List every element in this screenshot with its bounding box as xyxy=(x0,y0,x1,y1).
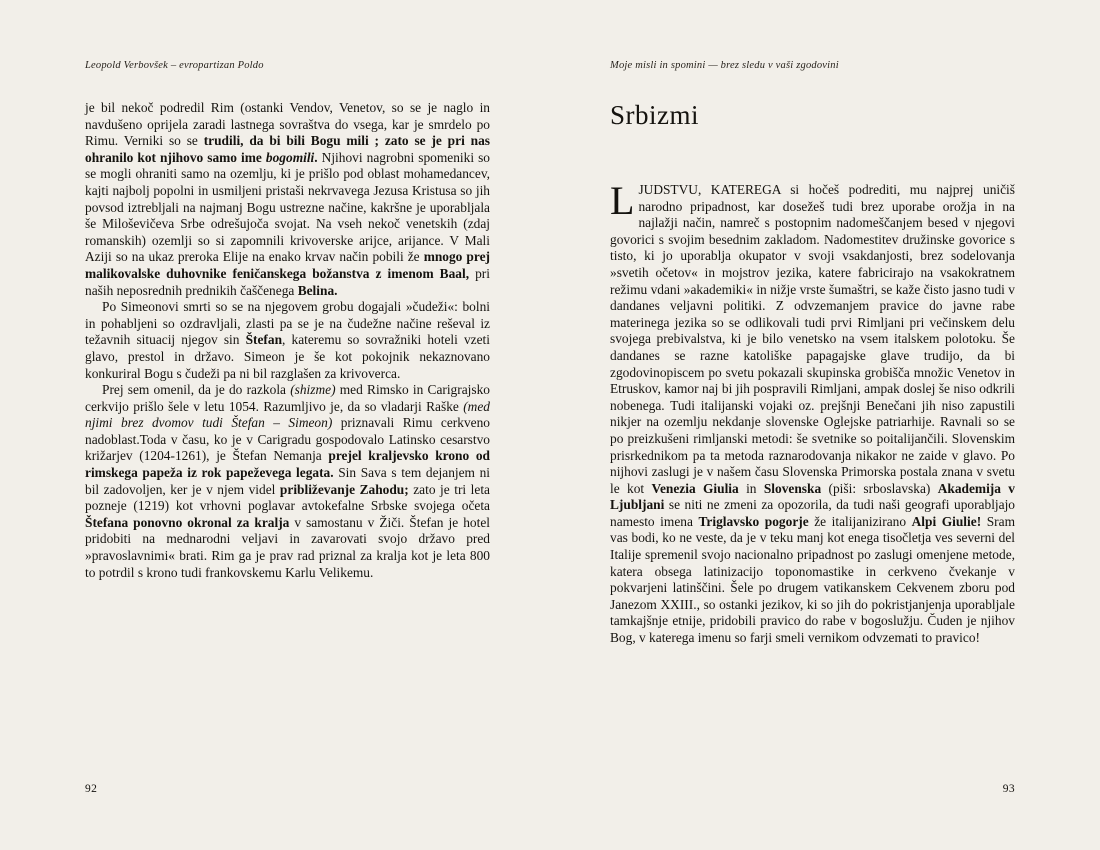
paragraph xyxy=(85,100,490,299)
text-run: , kateremu so sovražniki hoteli vzeti glavo, prestol in državo. Simeon je še kot pokojnik nekaznovano konkuriral Bogu s čudeži pa ni bil razglašen za krivoverca. xyxy=(85,332,490,381)
text-run: Po Simeonovi smrti so se na njegovem grobu dogajali »čudeži«: bolni in pohabljeni so ozdravljali, zlasti pa se je na čudežne načine reševal iz težavnih situacij njegov sin xyxy=(85,299,490,348)
text-run: Sram vas bodi, ko ne veste, da je v teku manj kot enega tisočletja ves severni del Italije spremenil svojo nacionalno pripadnost po zaslugi omenjene metode, katera obsega latinizacijo toponomastike in cerkveno čvekanje v pokvarjeni latinščini. Šele po drugem vatikanskem Cekvenem zboru pod Janezom XXIII., so ostanki jezikov, ki so jih do pokristjanjenja uporabljale tamkajšnje etnije, pridobili pravico do rabe v bogoslužju. Čuden je njihov Bog, v katerega imenu so farji smeli vernikom odvzemati to pravico! xyxy=(610,513,1015,646)
text-run: Akademija v Ljubljani xyxy=(610,480,1016,513)
text-run: Venezia Giulia xyxy=(651,480,739,496)
right-running-head: Moje misli in spomini — brez sledu v vaši zgodovini xyxy=(610,60,839,71)
left-page-number: 92 xyxy=(85,783,98,795)
paragraph xyxy=(85,299,490,382)
left-running-head: Leopold Verbovšek – evropartizan Poldo xyxy=(85,60,264,71)
text-run: že italijanizirano xyxy=(808,513,912,529)
text-run: približevanje Zahodu; xyxy=(279,481,409,497)
right-body-column xyxy=(610,178,1016,647)
text-run: je bil nekoč podredil Rim (ostanki Vendov, Venetov, so se je naglo in navdušeno oprijela zaradi lastnega sovraštva do vsega, kar je smrdelo po Rimu. Verniki so se xyxy=(85,100,490,149)
drop-cap: L xyxy=(610,178,635,223)
text-run: . xyxy=(314,149,318,165)
chapter-title: Srbizmi xyxy=(610,100,699,130)
left-body-column xyxy=(85,100,490,581)
text-run: Njihovi nagrobni spomeniki so se mogli ohraniti samo na ozemlju, ki je prišlo pod oblast mohamedancev, kajti najbolj popolni in usmiljeni pristaši nekrvavega Jezusa Kristusa so jih povsod iztrebljali na najmanj Bogu ustrezne načine, kakršne je uporabljala še Miloševičeva Srbe odrešujoča svojat. Na vseh nekoč venetskih (zdaj romanskih) ozemlji so si zapomnili krivoverske arijce, arijance. V Mali Aziji so na ukaz preroka Elije na enako krvav način pobili že xyxy=(85,149,490,265)
text-run: bogomili xyxy=(265,149,315,165)
text-run: Belina. xyxy=(297,282,338,298)
paragraph xyxy=(85,382,490,581)
right-page xyxy=(550,0,1100,850)
text-run: trudili, da bi bili Bogu mili ; zato se je pri nas ohranilo kot njihovo samo ime xyxy=(85,133,490,165)
text-run: zato je tri leta pozneje (1219) kot vrhovni poglavar avtokefalne Srbske svojega očeta xyxy=(85,481,490,514)
right-page-number: 93 xyxy=(1002,783,1015,795)
text-run: Sin Sava s tem dejanjem ni bil zadovoljen, ker je v njem videl xyxy=(85,465,491,497)
text-run: mnogo prej malikovalske duhovnike feničanskega božanstva z imenom Baal, xyxy=(85,249,490,281)
text-run: (shizme) xyxy=(290,382,336,398)
text-run: Alpi Giulie! xyxy=(911,513,982,529)
text-run: med Rimsko in Carigrajsko cerkvijo prišlo šele v letu 1054. Razumljivo je, da so vladarji Raške xyxy=(85,382,490,414)
text-run: Slovenska xyxy=(763,480,822,496)
text-run: priznavali Rimu cerkveno nadoblast.Toda v času, ko je v Carigradu gospodovalo Latinsko cesarstvo križarjev (1204-1261), je Štefan Nemanja xyxy=(85,415,490,464)
text-run: pri naših neposrednih prednikih čaščenega xyxy=(85,265,490,298)
text-run: (med njimi brez dvomov tudi Štefan – Simeon) xyxy=(85,398,490,431)
text-run: v samostanu v Žiči. Štefan je hotel pridobiti na mednarodni veljavi in zavarovati svojo državo pred »pravoslavnimi« brati. Rim ga je prav rad priznal za kralja kot je leta 800 to potrdil s krono tudi frankovskemu Karlu Velikemu. xyxy=(85,514,490,580)
text-run: (piši: srboslavska) xyxy=(821,480,938,496)
text-run: in xyxy=(738,480,764,496)
text-run: se niti ne zmeni za opozorila, da tudi naši geografi uporabljajo namesto imena xyxy=(610,497,1015,529)
text-run: Prej sem omenil, da je do razkola xyxy=(102,382,291,398)
paragraph xyxy=(610,178,1016,647)
text-run: prejel kraljevsko krono od rimskega papeža iz rok papeževega legata. xyxy=(85,448,491,481)
text-run: Štefan xyxy=(245,332,283,348)
text-run: Štefana ponovno okronal za kralja xyxy=(85,514,290,530)
text-run: Triglavsko pogorje xyxy=(698,513,809,529)
text-run: JUDSTVU, KATEREGA si hočeš podrediti, mu najprej uničiš narodno pripadnost, kar dosežeš tudi brez uporabe orožja in na najlažji način, namreč s postopnim nadomeščanjem besed v njegovi govorici s svojim besednim zakladom. Nadomestitev družinske govorice s tisto, ki jo uporablja okupator v svoji vsakdanjosti, brez sodelovanja »svetih očetov« in mojstrov jezika, katere fabricirajo na vsakokratnem režimu vdani »akademiki« in nižje vrste šumaštri, se kaže čisto jasno tudi v dandanes veljavni politiki. Z odvzemanjem pravice do javne rabe materinega jezika so se odlikovali tudi prvi Rimljani pri večinskem delu svojega prebivalstva, ki je bilo venetsko na vsem italskem polotoku. Še dandanes se razne katoliške papagajske glave trudijo, da bi zgodovinopiscem po svetu pokazali skupinska grobišča množic Venetov in Etruskov, kamor naj bi jih pospravili Rimljani, ampak doslej še niso odkrili nobenega. Tudi italijanski vojaki oz. prejšnji Benečani jih niso zapustili nikjer na ozemlju nekdanje slovenske Oglejske patriarhije. Ravnali so se po preizkušeni rimljanski metodi: še svetnike so poitalijančili. Slovenskim prisrkednikom pa ta metoda raznarodovanja nikakor ne zaide v glavo. Po nijhovi zaslugi je v našem času Slovenska Primorska postala znana v svetu le kot xyxy=(610,182,1015,496)
